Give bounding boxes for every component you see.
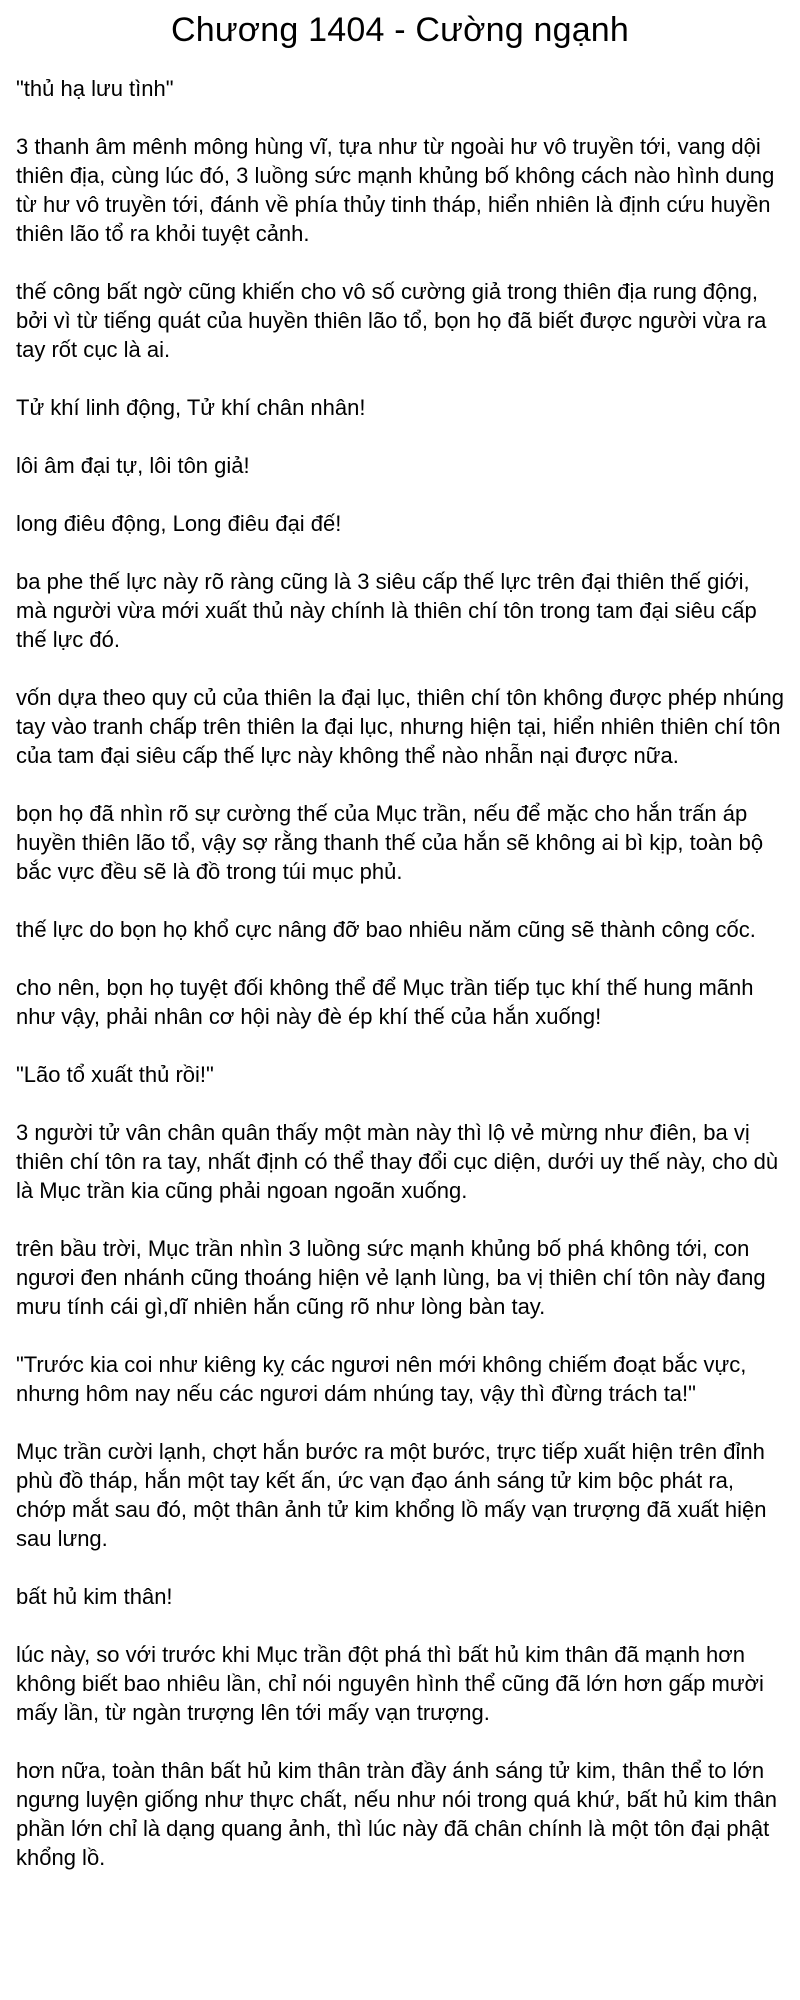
paragraph: bất hủ kim thân! xyxy=(16,1584,173,1609)
chapter-body xyxy=(16,74,784,1872)
paragraph: thế công bất ngờ cũng khiến cho vô số cường giả trong thiên địa rung động, bởi vì từ tiếng quát của huyền thiên lão tổ, bọn họ đã biết được người vừa ra tay rốt cục là ai. xyxy=(16,279,767,362)
paragraph: cho nên, bọn họ tuyệt đối không thể để Mục trần tiếp tục khí thế hung mãnh như vậy, phải nhân cơ hội này đè ép khí thế của hắn xuống! xyxy=(16,975,754,1029)
chapter-title: Chương 1404 - Cường ngạnh xyxy=(170,11,630,49)
paragraph: thế lực do bọn họ khổ cực nâng đỡ bao nhiêu năm cũng sẽ thành công cốc. xyxy=(16,917,756,942)
paragraph: ba phe thế lực này rõ ràng cũng là 3 siêu cấp thế lực trên đại thiên thế giới, mà người vừa mới xuất thủ này chính là thiên chí tôn trong tam đại siêu cấp thế lực đó. xyxy=(16,569,757,652)
paragraph: Mục trần cười lạnh, chợt hắn bước ra một bước, trực tiếp xuất hiện trên đỉnh phù đồ tháp, hắn một tay kết ấn, ức vạn đạo ánh sáng tử kim bộc phát ra, chớp mắt sau đó, một thân ảnh tử kim khổng lồ mấy vạn trượng đã xuất hiện sau lưng. xyxy=(16,1439,767,1551)
paragraph: "Trước kia coi như kiêng kỵ các ngươi nên mới không chiếm đoạt bắc vực, nhưng hôm nay nếu các ngươi dám nhúng tay, vậy thì đừng trách ta!" xyxy=(16,1352,747,1406)
paragraph: "thủ hạ lưu tình" xyxy=(16,76,174,101)
paragraph: trên bầu trời, Mục trần nhìn 3 luồng sức mạnh khủng bố phá không tới, con ngươi đen nhánh cũng thoáng hiện vẻ lạnh lùng, ba vị thiên chí tôn này đang mưu tính cái gì,dĩ nhiên hắn cũng rõ như lòng bàn tay. xyxy=(16,1236,766,1319)
paragraph: lôi âm đại tự, lôi tôn giả! xyxy=(16,453,250,478)
paragraph: hơn nữa, toàn thân bất hủ kim thân tràn đầy ánh sáng tử kim, thân thể to lớn ngưng luyện giống như thực chất, nếu như nói trong quá khứ, bất hủ kim thân phần lớn chỉ là dạng quang ảnh, thì lúc này đã chân chính là một tôn đại phật khổng lồ. xyxy=(16,1758,778,1870)
paragraph: Tử khí linh động, Tử khí chân nhân! xyxy=(16,395,366,420)
paragraph: "Lão tổ xuất thủ rồi!" xyxy=(16,1062,214,1087)
paragraph: 3 người tử vân chân quân thấy một màn này thì lộ vẻ mừng như điên, ba vị thiên chí tôn ra tay, nhất định có thể thay đổi cục diện, dưới uy thế này, cho dù là Mục trần kia cũng phải ngoan ngoãn xuống. xyxy=(16,1120,779,1203)
paragraph: bọn họ đã nhìn rõ sự cường thế của Mục trần, nếu để mặc cho hắn trấn áp huyền thiên lão tổ, vậy sợ rằng thanh thế của hắn sẽ không ai bì kịp, toàn bộ bắc vực đều sẽ là đồ trong túi mục phủ. xyxy=(16,801,764,884)
paragraph: long điêu động, Long điêu đại đế! xyxy=(16,511,342,536)
paragraph: lúc này, so với trước khi Mục trần đột phá thì bất hủ kim thân đã mạnh hơn không biết bao nhiêu lần, chỉ nói nguyên hình thể cũng đã lớn hơn gấp mười mấy lần, từ ngàn trượng lên tới mấy vạn trượng. xyxy=(16,1642,764,1725)
paragraph: vốn dựa theo quy củ của thiên la đại lục, thiên chí tôn không được phép nhúng tay vào tranh chấp trên thiên la đại lục, nhưng hiện tại, hiển nhiên thiên chí tôn của tam đại siêu cấp thế lực này không thể nào nhẫn nại được nữa. xyxy=(16,685,784,768)
paragraph: 3 thanh âm mênh mông hùng vĩ, tựa như từ ngoài hư vô truyền tới, vang dội thiên địa, cùng lúc đó, 3 luồng sức mạnh khủng bố không cách nào hình dung từ hư vô truyền tới, đánh về phía thủy tinh tháp, hiển nhiên là định cứu huyền thiên lão tổ ra khỏi tuyệt cảnh. xyxy=(16,134,775,246)
